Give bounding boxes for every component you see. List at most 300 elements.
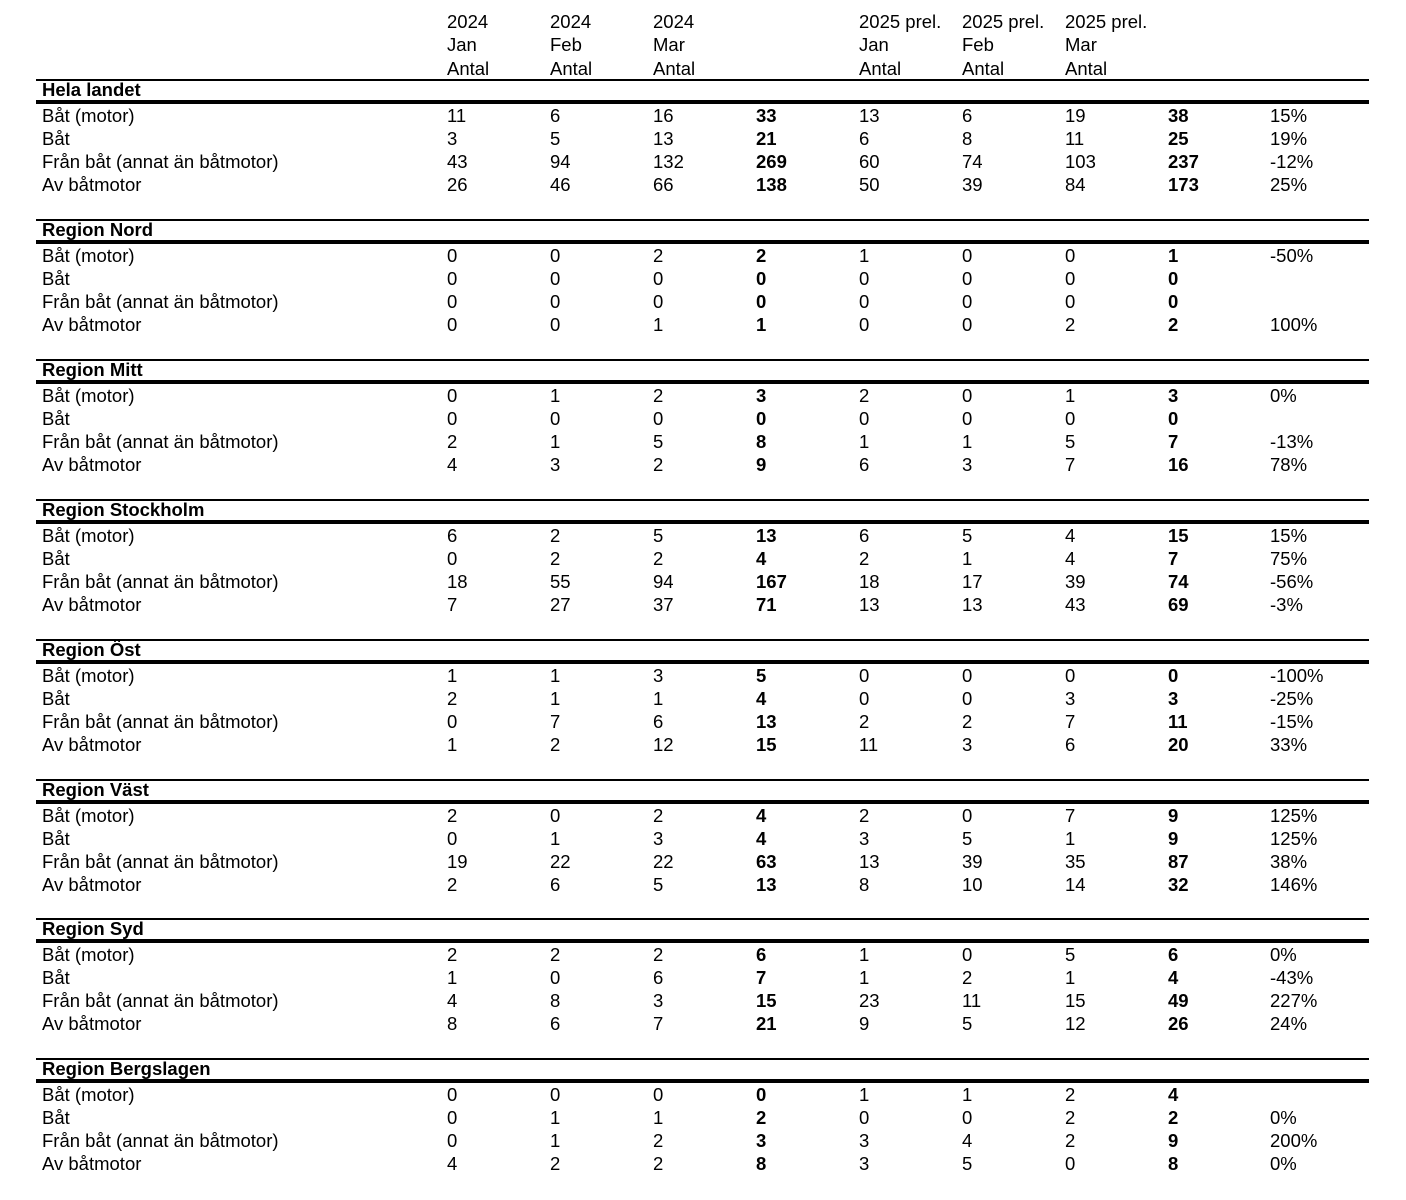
value-2024-jan: 4 <box>447 990 458 1012</box>
value-2025-feb: 6 <box>962 104 973 126</box>
section-divider <box>36 1058 1369 1060</box>
value-2024-feb: 5 <box>550 127 561 149</box>
value-2024-jan: 26 <box>447 174 468 196</box>
row-label: Från båt (annat än båtmotor) <box>42 431 279 453</box>
table-row <box>36 664 1369 687</box>
header-month: Feb <box>962 34 994 56</box>
column-header-cell <box>962 10 1044 80</box>
change-percent: -13% <box>1270 431 1314 453</box>
value-2025-feb: 2 <box>962 711 973 733</box>
value-2024-feb: 1 <box>550 1130 561 1152</box>
value-2025-mar: 1 <box>1065 966 1076 988</box>
value-2025-feb: 8 <box>962 127 973 149</box>
value-2025-jan: 2 <box>859 711 870 733</box>
value-2025-jan: 0 <box>859 407 870 429</box>
column-header-cell <box>1065 10 1147 80</box>
sum-2024: 6 <box>756 943 767 965</box>
table-row <box>36 1012 1369 1035</box>
sum-2025: 237 <box>1168 151 1199 173</box>
value-2025-jan: 8 <box>859 874 870 896</box>
sum-2025: 7 <box>1168 547 1179 569</box>
table-row <box>36 1152 1369 1175</box>
value-2025-jan: 3 <box>859 827 870 849</box>
value-2024-jan: 0 <box>447 1083 458 1105</box>
section-divider <box>36 219 1369 221</box>
value-2024-mar: 0 <box>653 267 664 289</box>
value-2025-jan: 13 <box>859 594 880 616</box>
value-2025-mar: 0 <box>1065 244 1076 266</box>
sum-2024: 33 <box>756 104 777 126</box>
change-percent: -3% <box>1270 594 1303 616</box>
row-label: Av båtmotor <box>42 594 142 616</box>
sum-2025: 2 <box>1168 1106 1179 1128</box>
value-2024-feb: 2 <box>550 1153 561 1175</box>
value-2024-feb: 27 <box>550 594 571 616</box>
value-2024-feb: 1 <box>550 431 561 453</box>
row-label: Från båt (annat än båtmotor) <box>42 711 279 733</box>
change-percent: -12% <box>1270 151 1314 173</box>
row-label: Båt <box>42 687 70 709</box>
column-header-cell <box>653 10 695 80</box>
change-percent: 0% <box>1270 943 1297 965</box>
value-2025-mar: 5 <box>1065 431 1076 453</box>
table-row <box>36 453 1369 476</box>
sum-2025: 16 <box>1168 454 1189 476</box>
row-label: Båt (motor) <box>42 384 135 406</box>
header-unit: Antal <box>962 57 1005 79</box>
value-2025-mar: 2 <box>1065 1083 1076 1105</box>
value-2024-feb: 55 <box>550 571 571 593</box>
table-row <box>36 687 1369 710</box>
value-2024-mar: 5 <box>653 874 664 896</box>
value-2025-mar: 12 <box>1065 1013 1086 1035</box>
row-label: Båt (motor) <box>42 104 135 126</box>
value-2024-jan: 2 <box>447 874 458 896</box>
sum-2025: 0 <box>1168 664 1179 686</box>
sum-2025: 26 <box>1168 1013 1189 1035</box>
value-2024-feb: 1 <box>550 1106 561 1128</box>
value-2024-jan: 11 <box>447 104 467 126</box>
row-label: Av båtmotor <box>42 874 142 896</box>
value-2024-feb: 0 <box>550 407 561 429</box>
sum-2024: 15 <box>756 990 777 1012</box>
change-percent: 125% <box>1270 804 1318 826</box>
section-title: Region Väst <box>42 779 149 800</box>
sum-2024: 9 <box>756 454 767 476</box>
value-2025-feb: 10 <box>962 874 983 896</box>
sum-2024: 2 <box>756 1106 767 1128</box>
row-label: Båt (motor) <box>42 244 135 266</box>
sum-2024: 13 <box>756 711 777 733</box>
value-2024-jan: 0 <box>447 244 458 266</box>
value-2025-mar: 0 <box>1065 1153 1076 1175</box>
value-2024-mar: 2 <box>653 1153 664 1175</box>
row-label: Båt <box>42 547 70 569</box>
value-2024-jan: 4 <box>447 1153 458 1175</box>
value-2025-jan: 1 <box>859 943 870 965</box>
value-2024-mar: 1 <box>653 314 664 336</box>
value-2024-jan: 0 <box>447 407 458 429</box>
value-2025-feb: 1 <box>962 1083 973 1105</box>
header-month: Jan <box>447 34 477 56</box>
table-row <box>36 104 1369 127</box>
value-2025-feb: 13 <box>962 594 983 616</box>
value-2025-jan: 6 <box>859 524 870 546</box>
value-2025-mar: 0 <box>1065 291 1076 313</box>
value-2025-mar: 0 <box>1065 407 1076 429</box>
header-unit: Antal <box>653 57 696 79</box>
row-label: Av båtmotor <box>42 454 142 476</box>
table-section <box>36 359 1369 477</box>
value-2025-feb: 5 <box>962 1153 973 1175</box>
value-2025-mar: 0 <box>1065 267 1076 289</box>
sum-2024: 71 <box>756 594 777 616</box>
header-month: Mar <box>653 34 685 56</box>
row-label: Båt (motor) <box>42 524 135 546</box>
header-unit: Antal <box>1065 57 1108 79</box>
change-percent: 24% <box>1270 1013 1308 1035</box>
sum-2024: 8 <box>756 431 767 453</box>
sum-2025: 74 <box>1168 571 1189 593</box>
header-unit: Antal <box>447 57 490 79</box>
value-2025-mar: 3 <box>1065 687 1076 709</box>
value-2025-feb: 0 <box>962 687 973 709</box>
sum-2024: 0 <box>756 1083 767 1105</box>
row-label: Båt (motor) <box>42 664 135 686</box>
sum-2024: 138 <box>756 174 787 196</box>
value-2024-feb: 6 <box>550 874 561 896</box>
sum-2024: 5 <box>756 664 767 686</box>
row-label: Båt <box>42 127 70 149</box>
value-2025-feb: 0 <box>962 314 973 336</box>
header-year: 2024 <box>447 11 489 32</box>
header-month: Feb <box>550 34 582 56</box>
header-year: 2024 <box>550 11 592 32</box>
value-2024-mar: 6 <box>653 966 664 988</box>
value-2024-mar: 37 <box>653 594 674 616</box>
value-2024-mar: 16 <box>653 104 674 126</box>
value-2025-jan: 11 <box>859 734 879 756</box>
value-2025-jan: 1 <box>859 431 870 453</box>
sum-2024: 63 <box>756 851 777 873</box>
table-row <box>36 407 1369 430</box>
header-year: 2025 prel. <box>1065 11 1148 32</box>
value-2024-jan: 0 <box>447 314 458 336</box>
value-2025-mar: 2 <box>1065 1130 1076 1152</box>
header-year: 2025 prel. <box>859 11 942 32</box>
value-2025-jan: 6 <box>859 454 870 476</box>
change-percent: 100% <box>1270 314 1318 336</box>
sum-2025: 1 <box>1168 244 1179 266</box>
value-2024-mar: 3 <box>653 664 664 686</box>
value-2025-jan: 0 <box>859 267 870 289</box>
row-label: Båt <box>42 827 70 849</box>
sum-2025: 20 <box>1168 734 1189 756</box>
value-2024-feb: 3 <box>550 454 561 476</box>
value-2025-feb: 11 <box>962 990 982 1012</box>
value-2024-jan: 3 <box>447 127 458 149</box>
table-row <box>36 570 1369 593</box>
change-percent: 146% <box>1270 874 1318 896</box>
change-percent: 38% <box>1270 851 1308 873</box>
value-2025-feb: 0 <box>962 407 973 429</box>
sum-2024: 13 <box>756 874 777 896</box>
column-header-cell <box>859 10 941 80</box>
value-2025-feb: 39 <box>962 174 983 196</box>
row-label: Båt (motor) <box>42 943 135 965</box>
table-row <box>36 827 1369 850</box>
value-2025-feb: 2 <box>962 966 973 988</box>
section-divider <box>36 779 1369 781</box>
value-2025-feb: 4 <box>962 1130 973 1152</box>
value-2024-feb: 0 <box>550 244 561 266</box>
table-row <box>36 1083 1369 1106</box>
sum-2025: 9 <box>1168 804 1179 826</box>
sum-2024: 21 <box>756 1013 777 1035</box>
value-2025-feb: 5 <box>962 1013 973 1035</box>
change-percent: 19% <box>1270 127 1308 149</box>
value-2025-jan: 6 <box>859 127 870 149</box>
value-2024-jan: 19 <box>447 851 468 873</box>
change-percent: 15% <box>1270 104 1308 126</box>
value-2025-feb: 74 <box>962 151 983 173</box>
section-title: Region Öst <box>42 639 141 660</box>
value-2025-mar: 2 <box>1065 314 1076 336</box>
value-2025-feb: 1 <box>962 547 973 569</box>
value-2024-jan: 1 <box>447 664 458 686</box>
sum-2025: 15 <box>1168 524 1189 546</box>
value-2025-feb: 1 <box>962 431 973 453</box>
sum-2025: 11 <box>1168 711 1188 733</box>
value-2025-jan: 1 <box>859 966 870 988</box>
table-row <box>36 127 1369 150</box>
value-2025-jan: 13 <box>859 104 880 126</box>
table-section <box>36 639 1369 757</box>
value-2025-mar: 5 <box>1065 943 1076 965</box>
value-2024-mar: 2 <box>653 244 664 266</box>
table-row <box>36 290 1369 313</box>
row-label: Båt <box>42 267 70 289</box>
value-2025-jan: 0 <box>859 314 870 336</box>
value-2025-mar: 103 <box>1065 151 1096 173</box>
sum-2024: 4 <box>756 547 767 569</box>
change-percent: 78% <box>1270 454 1308 476</box>
value-2025-jan: 60 <box>859 151 880 173</box>
sum-2025: 0 <box>1168 291 1179 313</box>
table-section <box>36 499 1369 617</box>
value-2024-feb: 0 <box>550 966 561 988</box>
value-2024-jan: 6 <box>447 524 458 546</box>
change-percent: 75% <box>1270 547 1308 569</box>
sum-2024: 269 <box>756 151 787 173</box>
row-label: Av båtmotor <box>42 734 142 756</box>
section-divider <box>36 499 1369 501</box>
value-2024-jan: 8 <box>447 1013 458 1035</box>
value-2024-feb: 7 <box>550 711 561 733</box>
value-2025-mar: 19 <box>1065 104 1086 126</box>
row-label: Från båt (annat än båtmotor) <box>42 990 279 1012</box>
value-2025-mar: 11 <box>1065 127 1085 149</box>
table-row <box>36 524 1369 547</box>
row-label: Båt <box>42 407 70 429</box>
value-2024-feb: 0 <box>550 314 561 336</box>
value-2024-jan: 43 <box>447 151 468 173</box>
sum-2024: 0 <box>756 407 767 429</box>
change-percent: 200% <box>1270 1130 1318 1152</box>
value-2025-feb: 0 <box>962 291 973 313</box>
value-2024-jan: 0 <box>447 1106 458 1128</box>
value-2025-jan: 2 <box>859 547 870 569</box>
section-divider <box>36 918 1369 920</box>
value-2025-jan: 0 <box>859 291 870 313</box>
change-percent: 0% <box>1270 384 1297 406</box>
value-2024-feb: 1 <box>550 664 561 686</box>
value-2024-mar: 1 <box>653 687 664 709</box>
table-row <box>36 267 1369 290</box>
value-2024-feb: 0 <box>550 267 561 289</box>
section-title: Region Mitt <box>42 359 143 380</box>
table-row <box>36 873 1369 896</box>
value-2024-feb: 1 <box>550 384 561 406</box>
value-2025-mar: 2 <box>1065 1106 1076 1128</box>
value-2025-feb: 0 <box>962 943 973 965</box>
sum-2025: 69 <box>1168 594 1189 616</box>
value-2024-jan: 1 <box>447 734 458 756</box>
value-2024-jan: 2 <box>447 687 458 709</box>
header-unit: Antal <box>550 57 593 79</box>
sum-2024: 3 <box>756 1130 767 1152</box>
section-divider <box>36 639 1369 641</box>
row-label: Av båtmotor <box>42 314 142 336</box>
value-2024-mar: 2 <box>653 547 664 569</box>
value-2024-mar: 22 <box>653 851 674 873</box>
sum-2024: 13 <box>756 524 777 546</box>
sum-2025: 25 <box>1168 127 1189 149</box>
sum-2024: 7 <box>756 966 767 988</box>
row-label: Båt <box>42 966 70 988</box>
header-year: 2024 <box>653 11 695 32</box>
sum-2025: 49 <box>1168 990 1189 1012</box>
section-title: Region Bergslagen <box>42 1058 211 1079</box>
change-percent: 33% <box>1270 734 1308 756</box>
sum-2025: 38 <box>1168 104 1189 126</box>
row-label: Båt <box>42 1106 70 1128</box>
value-2024-feb: 0 <box>550 291 561 313</box>
sum-2024: 4 <box>756 687 767 709</box>
value-2024-mar: 66 <box>653 174 674 196</box>
value-2024-feb: 1 <box>550 827 561 849</box>
value-2025-mar: 43 <box>1065 594 1086 616</box>
value-2024-mar: 0 <box>653 407 664 429</box>
value-2024-feb: 1 <box>550 687 561 709</box>
section-title: Hela landet <box>42 79 141 100</box>
value-2024-jan: 0 <box>447 267 458 289</box>
row-label: Från båt (annat än båtmotor) <box>42 1130 279 1152</box>
change-percent: -25% <box>1270 687 1314 709</box>
value-2024-mar: 2 <box>653 1130 664 1152</box>
sum-2025: 87 <box>1168 851 1189 873</box>
change-percent: 227% <box>1270 990 1318 1012</box>
change-percent: 0% <box>1270 1153 1297 1175</box>
value-2024-feb: 8 <box>550 990 561 1012</box>
section-title: Region Stockholm <box>42 499 205 520</box>
change-percent: 25% <box>1270 174 1308 196</box>
value-2024-jan: 0 <box>447 711 458 733</box>
row-label: Av båtmotor <box>42 1153 142 1175</box>
value-2024-feb: 6 <box>550 104 561 126</box>
value-2024-mar: 3 <box>653 990 664 1012</box>
value-2025-jan: 2 <box>859 384 870 406</box>
value-2025-mar: 1 <box>1065 384 1076 406</box>
value-2024-mar: 6 <box>653 711 664 733</box>
table-row <box>36 989 1369 1012</box>
sum-2025: 9 <box>1168 827 1179 849</box>
value-2024-mar: 3 <box>653 827 664 849</box>
table-row <box>36 1129 1369 1152</box>
table-row <box>36 150 1369 173</box>
table-row <box>36 593 1369 616</box>
value-2025-jan: 9 <box>859 1013 870 1035</box>
value-2024-feb: 6 <box>550 1013 561 1035</box>
table-row <box>36 1106 1369 1129</box>
column-header-cell <box>550 10 592 80</box>
section-title: Region Nord <box>42 219 153 240</box>
table-row <box>36 244 1369 267</box>
value-2024-jan: 0 <box>447 384 458 406</box>
value-2025-jan: 1 <box>859 1083 870 1105</box>
value-2025-mar: 7 <box>1065 711 1076 733</box>
sum-2024: 3 <box>756 384 767 406</box>
value-2025-feb: 5 <box>962 827 973 849</box>
sum-2024: 4 <box>756 804 767 826</box>
value-2025-mar: 35 <box>1065 851 1086 873</box>
value-2024-feb: 94 <box>550 151 571 173</box>
value-2025-mar: 1 <box>1065 827 1076 849</box>
header-unit: Antal <box>859 57 902 79</box>
sum-2025: 3 <box>1168 384 1179 406</box>
row-label: Av båtmotor <box>42 174 142 196</box>
sum-2024: 167 <box>756 571 787 593</box>
row-label: Från båt (annat än båtmotor) <box>42 291 279 313</box>
value-2024-jan: 0 <box>447 291 458 313</box>
table-section <box>36 1058 1369 1176</box>
value-2024-jan: 4 <box>447 454 458 476</box>
value-2024-feb: 2 <box>550 524 561 546</box>
value-2024-jan: 18 <box>447 571 468 593</box>
value-2025-jan: 13 <box>859 851 880 873</box>
value-2024-mar: 0 <box>653 1083 664 1105</box>
value-2024-mar: 2 <box>653 943 664 965</box>
sum-2025: 8 <box>1168 1153 1179 1175</box>
sum-2025: 173 <box>1168 174 1199 196</box>
value-2024-feb: 46 <box>550 174 571 196</box>
value-2024-feb: 2 <box>550 943 561 965</box>
value-2024-jan: 1 <box>447 966 458 988</box>
value-2024-mar: 13 <box>653 127 674 149</box>
table-row <box>36 384 1369 407</box>
value-2024-mar: 12 <box>653 734 674 756</box>
sum-2024: 8 <box>756 1153 767 1175</box>
value-2025-jan: 23 <box>859 990 880 1012</box>
value-2024-mar: 94 <box>653 571 674 593</box>
value-2024-feb: 22 <box>550 851 571 873</box>
sum-2025: 9 <box>1168 1130 1179 1152</box>
change-percent: -15% <box>1270 711 1314 733</box>
table-row <box>36 804 1369 827</box>
value-2024-mar: 132 <box>653 151 684 173</box>
value-2025-feb: 0 <box>962 267 973 289</box>
row-label: Från båt (annat än båtmotor) <box>42 151 279 173</box>
